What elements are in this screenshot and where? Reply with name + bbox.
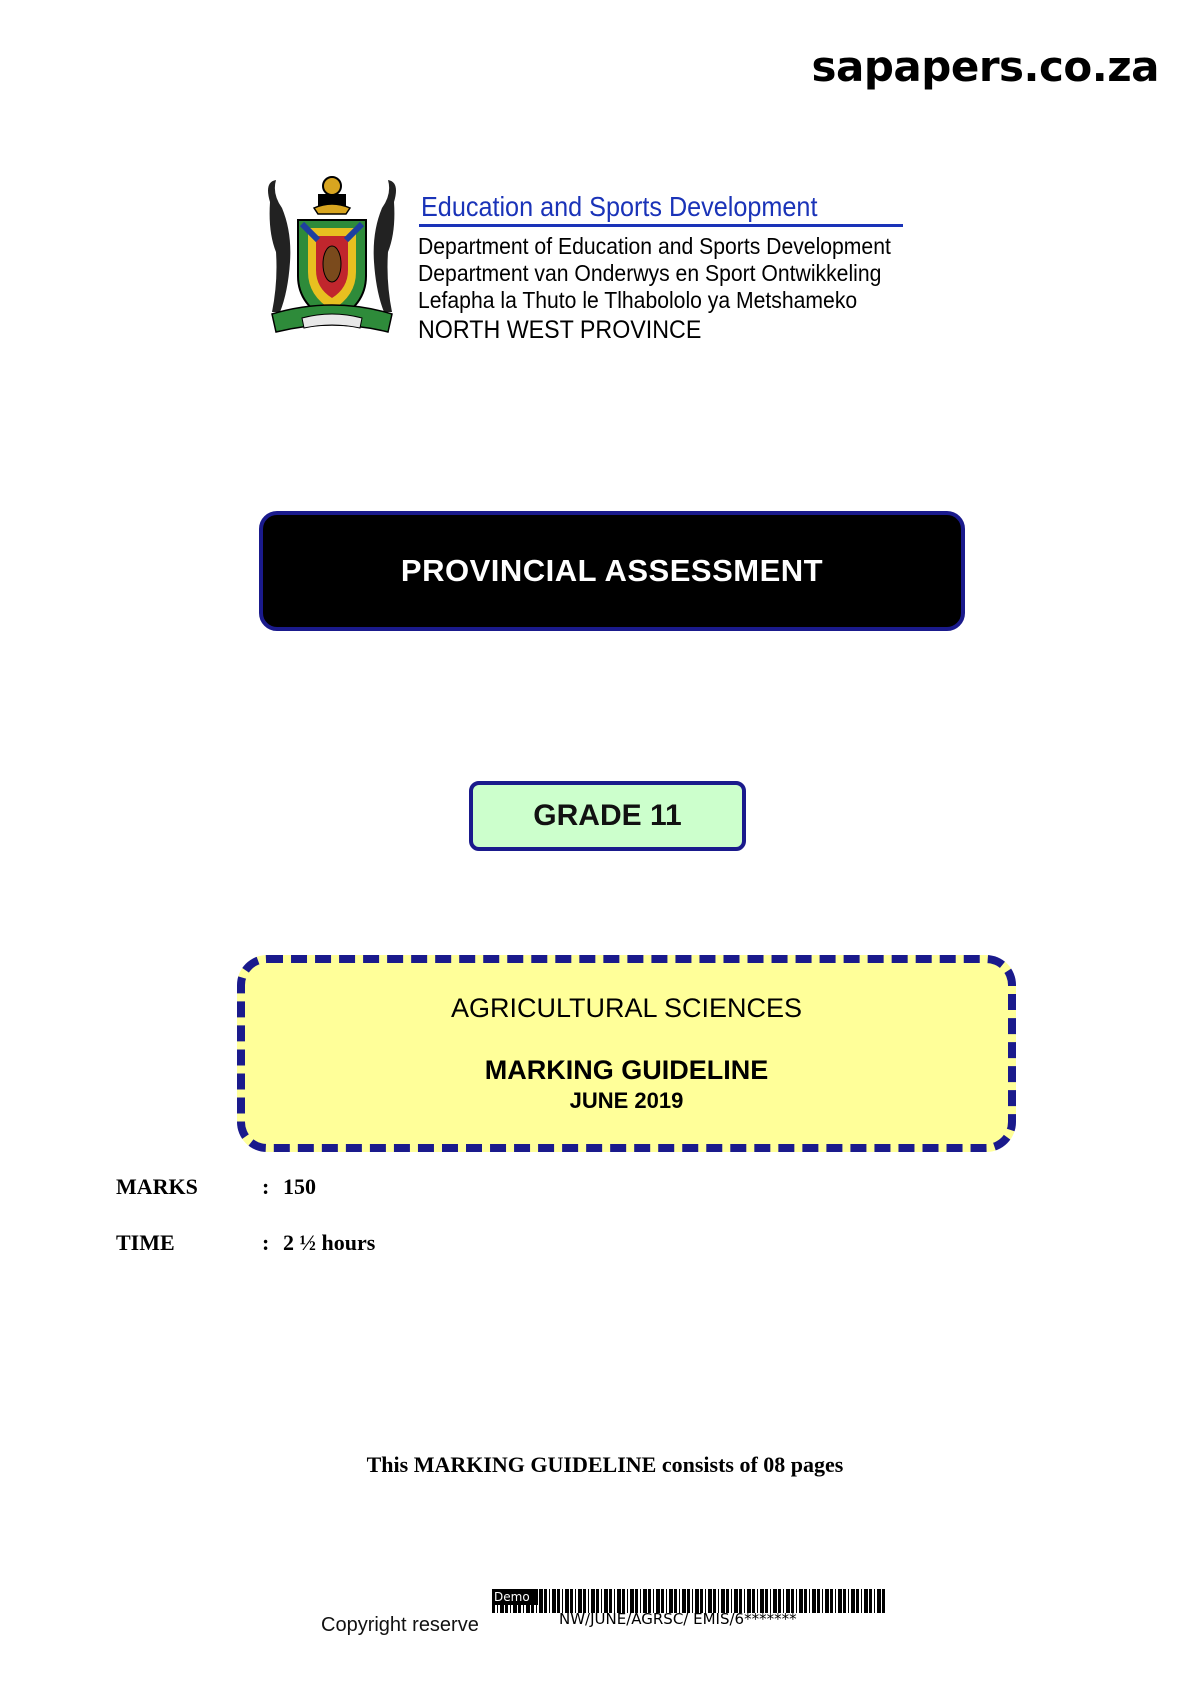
subject-box: [237, 955, 1016, 1152]
time-colon: :: [262, 1230, 270, 1255]
title-underline: [419, 224, 903, 227]
demo-label: Demo: [492, 1589, 538, 1605]
coat-of-arms-icon: [262, 172, 402, 344]
document-type: MARKING GUIDELINE: [484, 1055, 769, 1085]
assessment-banner: [259, 511, 965, 631]
marks-value: 150: [283, 1174, 316, 1199]
department-name-setswana: Lefapha la Thuto le Tlhabololo ya Metshameko: [418, 287, 858, 313]
site-watermark: sapapers.co.za: [811, 42, 1159, 91]
document-code: NW/JUNE/AGRSC/ EMIS/6*******: [559, 1610, 797, 1628]
province-name: NORTH WEST PROVINCE: [418, 316, 702, 344]
assessment-title: PROVINCIAL ASSESSMENT: [400, 553, 824, 588]
marks-colon: :: [262, 1174, 270, 1199]
time-label: TIME: [116, 1230, 175, 1255]
department-title: Education and Sports Development: [421, 191, 818, 222]
marks-label: MARKS: [116, 1174, 198, 1199]
grade-box: [469, 781, 746, 851]
department-name-afrikaans: Department van Onderwys en Sport Ontwikkeling: [418, 260, 882, 286]
copyright-text: Copyright reserve: [321, 1614, 479, 1636]
department-name-english: Department of Education and Sports Development: [418, 233, 891, 259]
exam-date: JUNE 2019: [569, 1088, 684, 1113]
subject-title: AGRICULTURAL SCIENCES: [450, 993, 803, 1023]
page-count-note: This MARKING GUIDELINE consists of 08 pages: [366, 1452, 844, 1477]
time-value: 2 ½ hours: [283, 1230, 376, 1255]
grade-label: GRADE 11: [533, 799, 682, 832]
